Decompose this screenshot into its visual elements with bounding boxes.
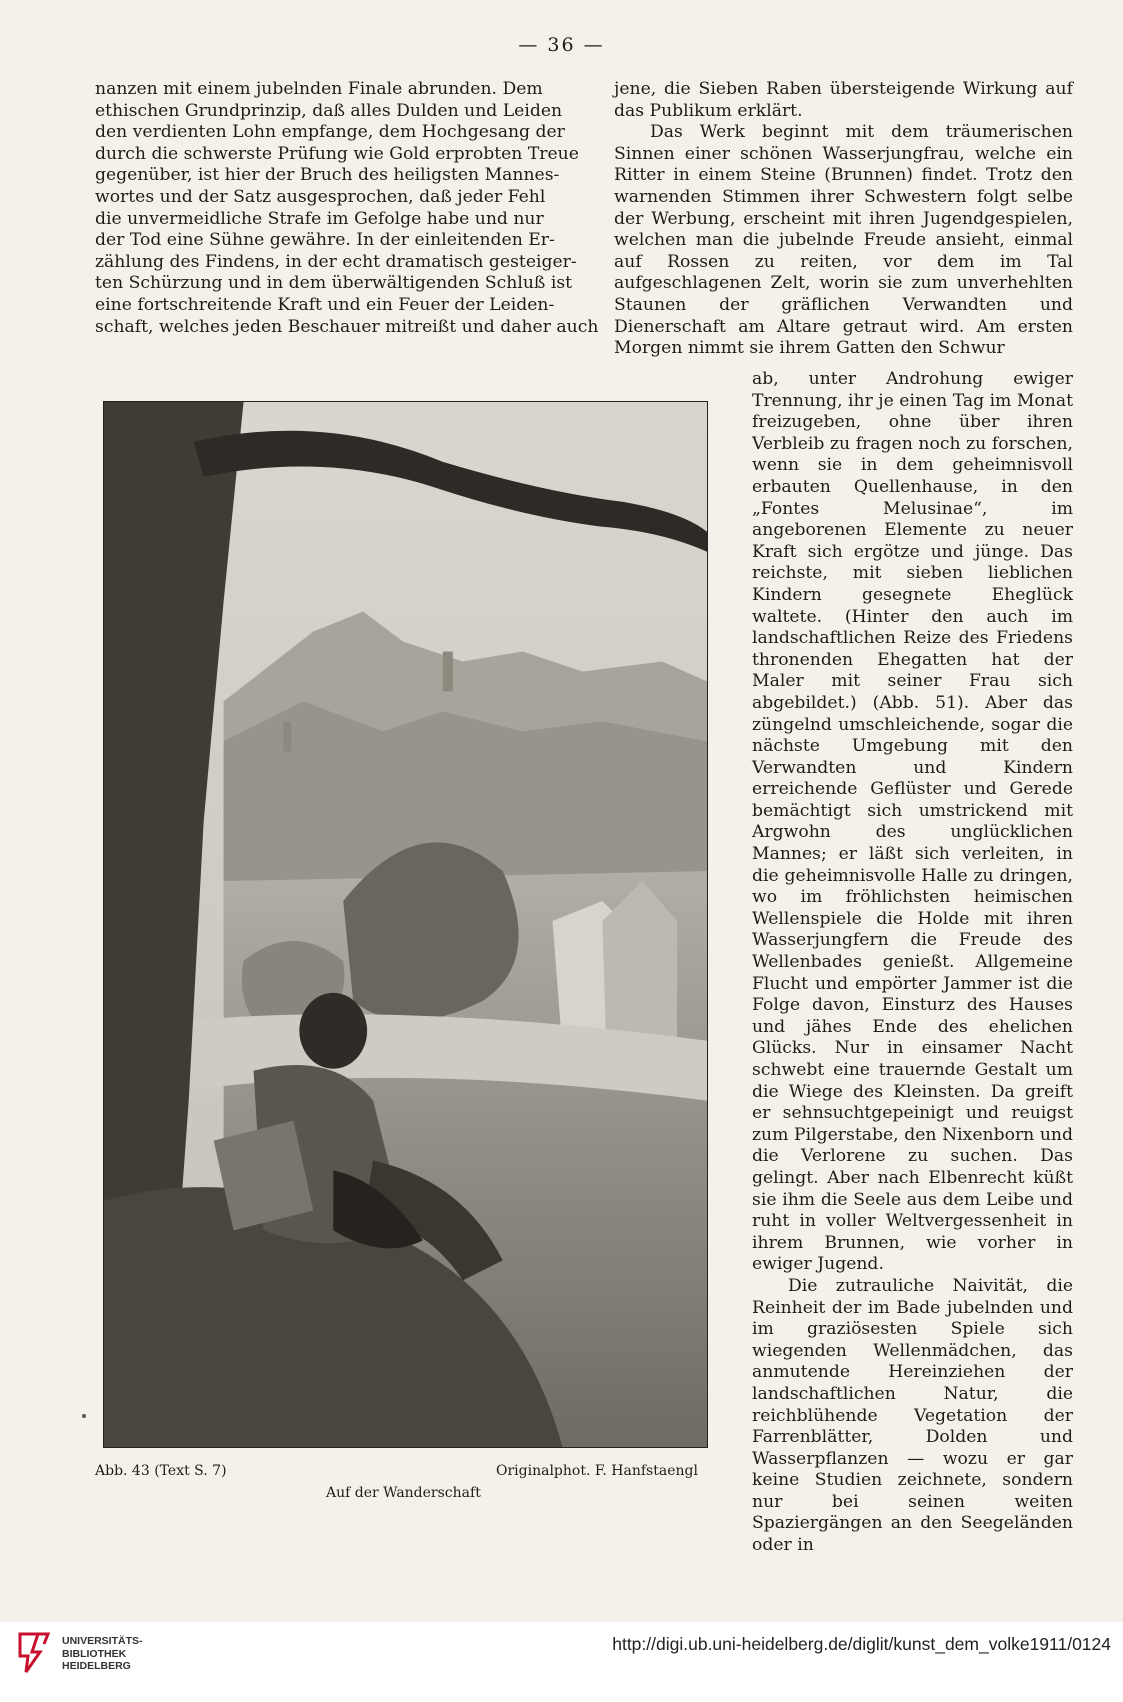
right-column-narrow-text [752,369,1073,1557]
library-name-line: HEIDELBERG [62,1660,131,1672]
left-column-text [95,79,603,338]
text-line: ethischen Grundprinzip, daß alles Dulden und Leiden [95,100,563,121]
paragraph: jene, die Sieben Raben übersteigende Wirkung auf das Publikum erklärt. [614,79,1073,121]
paragraph: Die zutrauliche Naivität, die Reinheit der im Bade jubelnden und im graziösesten Spiele sich wiegenden Wellenmädchen, das anmutende Hereinziehen der landschaftlichen Natur, die reichblühende Vegetation der Farrenblätter, Dolden und Wasserpflanzen — wozu er gar keine Studien zeichnete, sondern nur bei seinen weiten Spaziergängen an den Seegeländen oder in [752,1275,1073,1556]
text-line: eine fortschreitende Kraft und ein Feuer der Leiden- [95,294,555,315]
figure-caption-photo-credit: Originalphot. F. Hanfstaengl [496,1463,698,1479]
landscape-illustration [104,402,707,1447]
text-line: durch die schwerste Prüfung wie Gold erprobten Treue [95,143,579,164]
text-line: den verdienten Lohn empfange, dem Hochgesang der [95,122,565,143]
church-tower [283,721,291,751]
stray-mark [82,1414,86,1418]
figure-caption-number: Abb. 43 (Text S. 7) [95,1463,227,1479]
paragraph: ab, unter Androhung ewiger Trennung, ihr je einen Tag im Monat freizugeben, ohne über ihren Verbleib zu fragen noch zu forschen, wenn sie in dem geheimnisvoll erbauten Quellenhause, in den „Fontes Melusinae“, im angeborenen Elemente zu neuer Kraft sich ergötze und jünge. Das reichste, mit sieben lieblichen Kindern gesegnete Eheglück waltete. (Hinter den auch im landschaftlichen Reize des Friedens thronenden Ehegatten hat der Maler mit seiner Frau sich abgebildet.) (Abb. 51). Aber das züngelnd umschleichende, sogar die nächste Umgebung mit den Verwandten und Kindern erreichende Geflüster und Gerede bemächtigt sich umstrickend mit Argwohn des unglücklichen Mannes; er läßt sich verleiten, in die geheimnisvolle Halle zu dringen, wo im fröhlichsten heimischen Wellenspiele die Holde mit ihren Wasserjungfern die Freude des Wellenbades genießt. Allgemeine Flucht und empörter Jammer ist die Folge davon, Einsturz des Hauses und jähes Ende des ehelichen Glücks. Nur in einsamer Nacht schwebt eine trauernde Gestalt um die Wiege des Kleinsten. Da greift er sehnsuchtgepeinigt und reuigst zum Pilgerstabe, den Nixenborn und die Verlorene zu suchen. Das gelingt. Aber nach Elbenrecht küßt sie ihm die Seele aus dem Leibe und ruht in voller Weltvergessenheit in ihrem Brunnen, wie vorher in ewiger Jugend. [752,369,1073,1275]
text-line: gegenüber, ist hier der Bruch des heiligsten Mannes- [95,165,560,186]
castle-ruin [443,652,453,692]
text-line: schaft, welches jeden Beschauer mitreißt und daher auch [95,316,599,337]
text-line: ten Schürzung und in dem überwältigenden Schluß ist [95,273,573,294]
text-line: nanzen mit einem jubelnden Finale abrunden. Dem [95,79,543,99]
text-line: der Tod eine Sühne gewähre. In der einleitenden Er- [95,230,555,251]
figure-title: Auf der Wanderschaft [326,1485,481,1501]
wanderer-head [299,993,367,1069]
footer-bar [0,1622,1123,1702]
text-line: die unvermeidliche Strafe im Gefolge habe und nur [95,208,544,229]
library-logo-icon [14,1630,52,1674]
library-name [62,1635,143,1673]
text-line: wortes und der Satz ausgesprochen, daß jeder Fehl [95,186,546,207]
right-column-text [614,79,1073,360]
page-number: — 36 — [518,34,605,56]
source-url-link[interactable]: http://digi.ub.uni-heidelberg.de/diglit/kunst_dem_volke1911/0124 [612,1634,1111,1654]
illustration-wanderer [103,401,708,1448]
library-name-line: BIBLIOTHEK [62,1647,127,1660]
text-line: zählung des Findens, in der echt dramatisch gesteiger- [95,251,577,272]
library-name-line: UNIVERSITÄTS- [62,1635,143,1647]
paragraph: Das Werk beginnt mit dem träumerischen Sinnen einer schönen Wasserjungfrau, welche ein Ritter in einem Steine (Brunnen) findet. Trotz den warnenden Stimmen ihrer Schwestern folgt selbe der Werbung, erscheint mit ihren Jugendgespielen, welchen man die jubelnde Freude ansieht, einmal auf Rossen zu reiten, vor dem im Tal aufgeschlagenen Zelt, worin sie zum unverhehlten Staunen der gräflichen Verwandten und Dienerschaft am Altare getraut wird. Am ersten Morgen nimmt sie ihrem Gatten den Schwur [614,122,1073,359]
